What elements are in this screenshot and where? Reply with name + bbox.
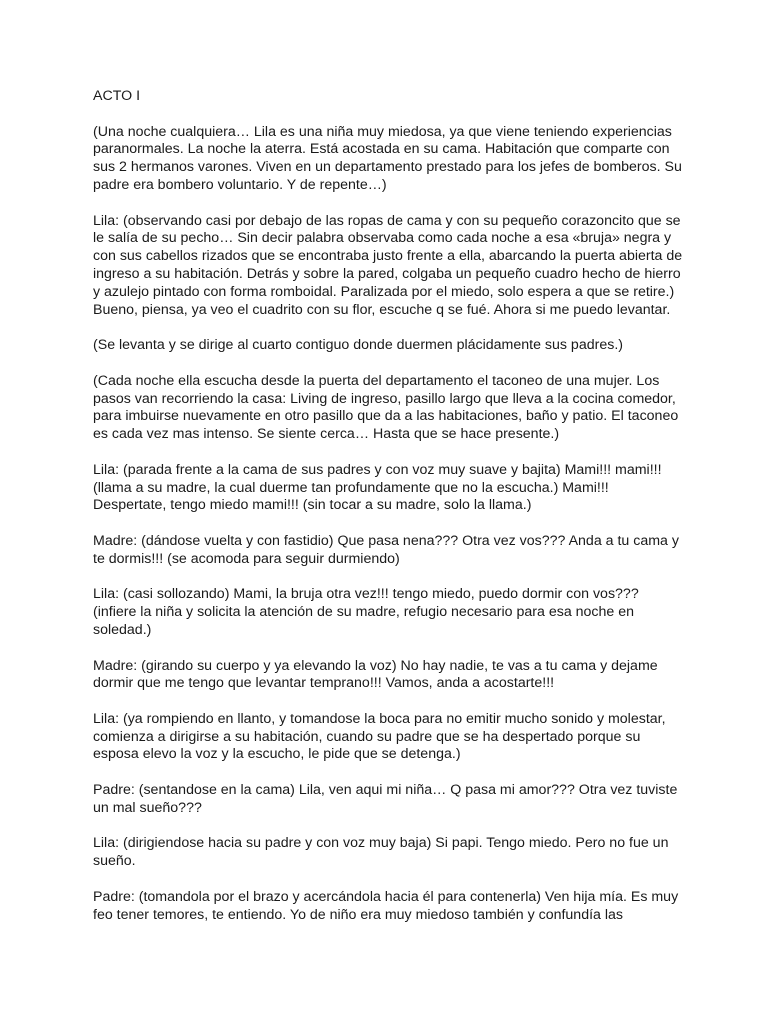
paragraph-2: Lila: (observando casi por debajo de las ropas de cama y con su pequeño corazoncito que se le salía de su pecho… Sin decir palabra observaba como cada noche a esa «bruja» negra y con sus cabellos rizados que se encontraba justo frente a ella, abarcando la puerta abierta de ingreso a su habitación. Detrás y sobre la pared, colgaba un pequeño cuadro hecho de hierro y azulejo pintado con forma romboidal. Paralizada por el miedo, solo espera a que se retire.) Bueno, piensa, ya veo el cuadrito con su flor, escuche q se fué. Ahora si me puedo levantar. (93, 212, 683, 318)
paragraph-10: Padre: (sentandose en la cama) Lila, ven aqui mi niña… Q pasa mi amor??? Otra vez tuviste un mal sueño??? (93, 782, 678, 816)
act-title: ACTO I (93, 88, 141, 104)
paragraph-12: Padre: (tomandola por el brazo y acercándola hacia él para contenerla) Ven hija mía. Es muy feo tener temores, te entiendo. Yo de niño era muy miedoso también y confundía las (93, 888, 679, 923)
paragraph-11: Lila: (dirigiendose hacia su padre y con voz muy baja) Si papi. Tengo miedo. Pero no fue un sueño. (93, 835, 669, 870)
paragraph-9: Lila: (ya rompiendo en llanto, y tomandose la boca para no emitir mucho sonido y molestar, comienza a dirigirse a su habitación, cuando su padre que se ha despertado porque su esposa elevo la voz y la escucho, le pide que se detenga.) (93, 710, 666, 763)
paragraph-1: (Una noche cualquiera… Lila es una niña muy miedosa, ya que viene teniendo experiencias paranormales. La noche la aterra. Está acostada en su cama. Habitación que comparte con sus 2 hermanos varones. Viven en un departamento prestado para los jefes de bomberos. Su padre era bombero voluntario. Y de repente…) (93, 123, 682, 193)
document-page (93, 88, 683, 942)
paragraph-4: (Cada noche ella escucha desde la puerta del departamento el taconeo de una mujer. Los pasos van recorriendo la casa: Living de ingreso, pasillo largo que lleva a la cocina comedor, para imbuirse nuevamente en otro pasillo que da a las habitaciones, baño y patio. El taconeo es cada vez mas intenso. Se siente cerca… Hasta que se hace presente.) (93, 372, 679, 443)
paragraph-8: Madre: (girando su cuerpo y ya elevando la voz) No hay nadie, te vas a tu cama y dejame dormir que me tengo que levantar temprano!!! Vamos, anda a acostarte!!! (93, 657, 658, 692)
paragraph-3: (Se levanta y se dirige al cuarto contiguo donde duermen plácidamente sus padres.) (93, 337, 623, 354)
paragraph-5: Lila: (parada frente a la cama de sus padres y con voz muy suave y bajita) Mami!!! mami!!! (llama a su madre, la cual duerme tan profundamente que no la escucha.) Mami!!! Despertate, tengo miedo mami!!! (sin tocar a su madre, solo la llama.) (93, 461, 662, 514)
paragraph-6: Madre: (dándose vuelta y con fastidio) Que pasa nena??? Otra vez vos??? Anda a tu cama y te dormis!!! (se acomoda para seguir durmiendo) (93, 532, 679, 567)
paragraph-7: Lila: (casi sollozando) Mami, la bruja otra vez!!! tengo miedo, puedo dormir con vos??? (infiere la niña y solicita la atención de su madre, refugio necesario para esa noche en soledad.) (93, 586, 639, 638)
